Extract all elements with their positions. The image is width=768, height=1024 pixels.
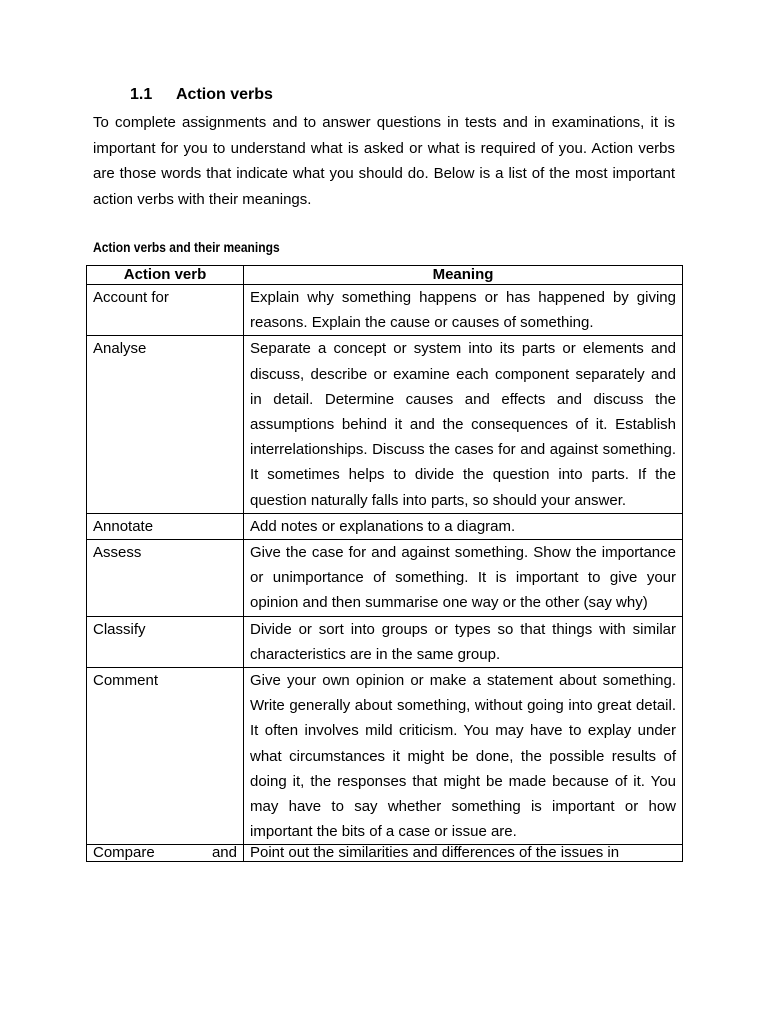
table-row	[87, 668, 683, 845]
table-row	[87, 285, 683, 336]
header-meaning: Meaning	[244, 266, 683, 285]
meaning-cell: Divide or sort into groups or types so that things with similar characteristics are in the same group.	[244, 616, 683, 667]
table-row	[87, 336, 683, 513]
section-number: 1.1	[130, 86, 153, 103]
verb-cell-text: Compare and	[93, 845, 237, 862]
verb-cell: Classify	[87, 616, 244, 667]
verb-cell: Annotate	[87, 513, 244, 539]
verb-cell: Account for	[87, 285, 244, 336]
table-row	[87, 513, 683, 539]
meaning-cell: Give the case for and against something. Show the importance or unimportance of something. It is important to give your opinion and then summarise one way or the other (say why)	[244, 540, 683, 617]
table-header-row	[87, 266, 683, 285]
section-heading	[130, 86, 273, 104]
verb-cell: Assess	[87, 540, 244, 617]
meaning-cell: Explain why something happens or has happened by giving reasons. Explain the cause or causes of something.	[244, 285, 683, 336]
meaning-cell-text: Point out the similarities and differences of the issues in	[250, 845, 620, 862]
action-verbs-table	[86, 265, 683, 862]
table-row	[87, 845, 683, 862]
verb-cell: Comment	[87, 668, 244, 845]
table-row	[87, 540, 683, 617]
verb-cell	[87, 845, 244, 862]
meaning-cell: Give your own opinion or make a statement about something. Write generally about something, without going into great detail. It often involves mild criticism. You may have to explay under what circumstances it might be done, the possible results of doing it, the responses that might be made because of it. You may have to say whether something is important or how important the bits of a case or issue are.	[244, 668, 683, 845]
meaning-cell: Separate a concept or system into its parts or elements and discuss, describe or examine each component separately and in detail. Determine causes and effects and discuss the assumptions behind it and the consequences of it. Establish interrelationships. Discuss the cases for and against something. It sometimes helps to divide the question into parts. If the question naturally falls into parts, so should your answer.	[244, 336, 683, 513]
intro-paragraph: To complete assignments and to answer questions in tests and in examinations, it is important for you to understand what is asked or what is required of you. Action verbs are those words that indicate what you should do. Below is a list of the most important action verbs with their meanings.	[93, 114, 675, 208]
header-action-verb: Action verb	[87, 266, 244, 285]
section-title: Action verbs	[176, 86, 273, 103]
meaning-cell	[244, 845, 683, 862]
table-row	[87, 616, 683, 667]
verb-cell: Analyse	[87, 336, 244, 513]
meaning-cell: Add notes or explanations to a diagram.	[244, 513, 683, 539]
table-caption: Action verbs and their meanings	[93, 239, 280, 255]
